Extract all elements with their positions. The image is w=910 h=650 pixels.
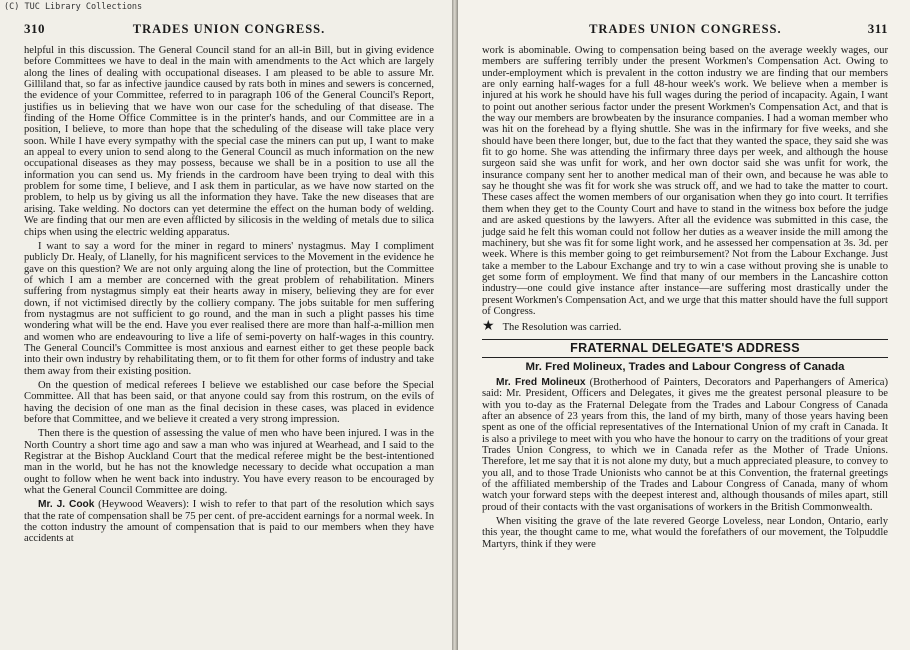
right-page <box>458 0 910 650</box>
body-paragraph: When visiting the grave of the late revered George Loveless, near London, Ontario, early this year, the thought came to me, what would the forefathers of our movement, the Tolpuddle Martyrs, think if they were <box>482 516 888 550</box>
right-page-body <box>482 45 888 550</box>
copyright-watermark: (C) TUC Library Collections <box>4 2 143 12</box>
resolution-note <box>482 321 888 333</box>
left-page <box>0 0 452 650</box>
left-page-body <box>24 45 434 545</box>
right-page-number: 311 <box>867 21 888 36</box>
body-paragraph: I want to say a word for the miner in regard to miners' nystagmus. May I compliment publicly Dr. Healy, of Llanelly, for his magnificent services to the Movement in the evidence he gave on this question? We are not only arguing along the line of protection, but the Committee of which I am a member are concerned with the great problem of rehabilitation. Miners suffering from nystagmus simply eat their hearts away in misery, believing they are for ever down, if not victimised directly by the colliery company. The jobs suitable for men suffering from nystagmus are not sufficient to go round, and the man in such a plight passes his time wondering what will be the end. Have you ever realised there are more than half-a-million men and women who are endeavouring to live a life of semi-poverty on half-wages in this country. The General Council's Committee is most anxious and earnest either to get these people back into their own industry by rehabilitating them, or to fit them for other forms of industry and take them away from their existing position. <box>24 240 434 377</box>
speaker-name: Mr. Fred Molineux <box>496 376 586 388</box>
body-paragraph: Then there is the question of assessing the value of men who have been injured. I was in the North Country a short time ago and saw a man who was injured at Wearhead, and I said to the Registrar at the Bishop Auckland Court that the medical referee might be the best-intentioned man in the world, but he has not the knowledge necessary to decide what occupation a man ought to follow when he went back into industry. You have every reason to be encouraged by what the General Council Committee are doing. <box>24 428 434 497</box>
speaker-text: (Brotherhood of Painters, Decorators and Paperhangers of America) said: Mr. President, Officers and Delegates, it gives me the greatest personal pleasure to be with you to-day as the Fraternal Delegate from the Trades and Labour Congress of Canada after an absence of 23 years from this, the land of my birth, many of those years having been spent as one of the official representatives of the International Union of my craft in Canada. It is also a privilege to meet with you who have the honour to carry on the traditions of your great Trades Union Congress, to which we in Canada refer as the Mother of Trade Unions. Therefore, let me say that it is not alone my duty, but a much appreciated pleasure, to convey to you all, and to those Trade Unionists who cannot be at this Convention, the fraternal greetings of the affiliated membership of the Trades and Labour Congress of Canada, many of whom watch your forward steps with the deepest interest and, although thousands of miles apart, still proud of their contacts with the vast organisations of workers in the British Commonwealth. <box>482 376 888 513</box>
right-running-head: TRADES UNION CONGRESS. <box>589 22 782 36</box>
right-page-header <box>482 21 888 37</box>
left-page-header <box>24 21 434 37</box>
speaker-text: (Heywood Weavers): I wish to refer to that part of the resolution which says that the rate of compensation shall be 75 per cent. of pre-accident earnings for a normal week. In the cotton industry the amount of compensation that is paid to our members when they have accidents at <box>24 499 434 545</box>
speaker-paragraph <box>482 377 888 513</box>
left-page-number: 310 <box>24 21 45 36</box>
star-icon: ★ <box>482 319 495 335</box>
section-title: FRATERNAL DELEGATE'S ADDRESS <box>482 339 888 357</box>
body-paragraph: helpful in this discussion. The General Council stand for an all-in Bill, but in giving evidence before Committees we have to deal in the main with amendments to the Act which are largely along the lines of dealing with occupational diseases. I am pleased to be able to assure Mr. Gilliland that, so far as infective jaundice caused by rats both in mines and sewers is concerned, the evidence of your Committee, referred to in paragraph 106 of the General Council's Report, justifies us in believing that we have won our case for the scheduling of that disease. The finding of the Home Office Committee is in the printer's hands, and our Committee are in a position, I believe, to more than hope that the scheduling of the disease will take place very soon. While I have every sympathy with the special case the miners can put up, I want to make an appeal to every union to send along to the General Council as much information on the new occupational diseases as they may possess, because we shall be in a position to use all the information you can send us. My friends in the cardroom have been trying to deal with this problem for some time, I believe, and I ask them in particular, as we have now started on the problem, to help us by giving us all the information they have. Take the new diseases that are arising. Take welding. No doctors can yet determine the effect on the human body of welding. We are finding that our men are even afflicted by silicosis in the welding of metals due to silica chips when using the electric welding apparatus. <box>24 45 434 238</box>
resolution-text: The Resolution was carried. <box>502 321 622 333</box>
body-paragraph: work is abominable. Owing to compensation being based on the average weekly wages, our members are suffering terribly under the present Workmen's Compensation Act. Owing to under-employment which is prevalent in the cotton industry we are finding that our members are only earning half-wages for a full 48-hour week's work. We believe when a member is injured at his work he should have his full wages during the period of incapacity. Again, I want to point out another serious factor under the present Workmen's Compensation Act, and that is the way our members are browbeaten by the insurance companies. I had a woman member who was hit on the forehead by a flying shuttle. She was in the infirmary for five weeks, and she should have been there longer, but, due to the fact that they wanted the space, they said she was fit to go home. She was attending the infirmary three days per week, and although the house surgeon said she was unfit for work, and her own doctor said she was unfit for work, the insurance company sent her to another medical man of their own, and because he was able to say he thought she was fit for work she was struck off, and we had to take the matter to court. These cases affect the women members of our organisation when they go into court. It terrifies them when they get to the County Court and have to stand in the witness box before the judge and are asked questions by the lawyers. After all the evidence was submitted in this case, the judge said he felt this woman could not follow her duties as a weaver inside the mill among the machinery, but she was fit for some light work, and he assessed her compensation at 3s. 3d. per week. Where is this member going to get reimbursement? Not from the Labour Exchange. Just take a member to the Labour Exchange and try to win a case without proving she is unable to get some form of employment. We find that many of our members in the Lancashire cotton industry—one could give instance after instance—are suffering most drastically under the present Workmen's Compensation Act, and we urge that this matter should have the full support of Congress. <box>482 45 888 317</box>
body-paragraph: On the question of medical referees I believe we established our case before the Special Committee. All that has been said, or that anyone could say from this rostrum, on the evils of having the decision of one man as the final decision in these cases, was placed in evidence before that Committee, and we believe it created a very strong impression. <box>24 379 434 425</box>
left-running-head: TRADES UNION CONGRESS. <box>132 22 326 36</box>
speaker-name: Mr. J. Cook <box>38 499 95 511</box>
speaker-paragraph <box>24 499 434 544</box>
section-subtitle: Mr. Fred Molineux, Trades and Labour Congress of Canada <box>525 360 845 373</box>
